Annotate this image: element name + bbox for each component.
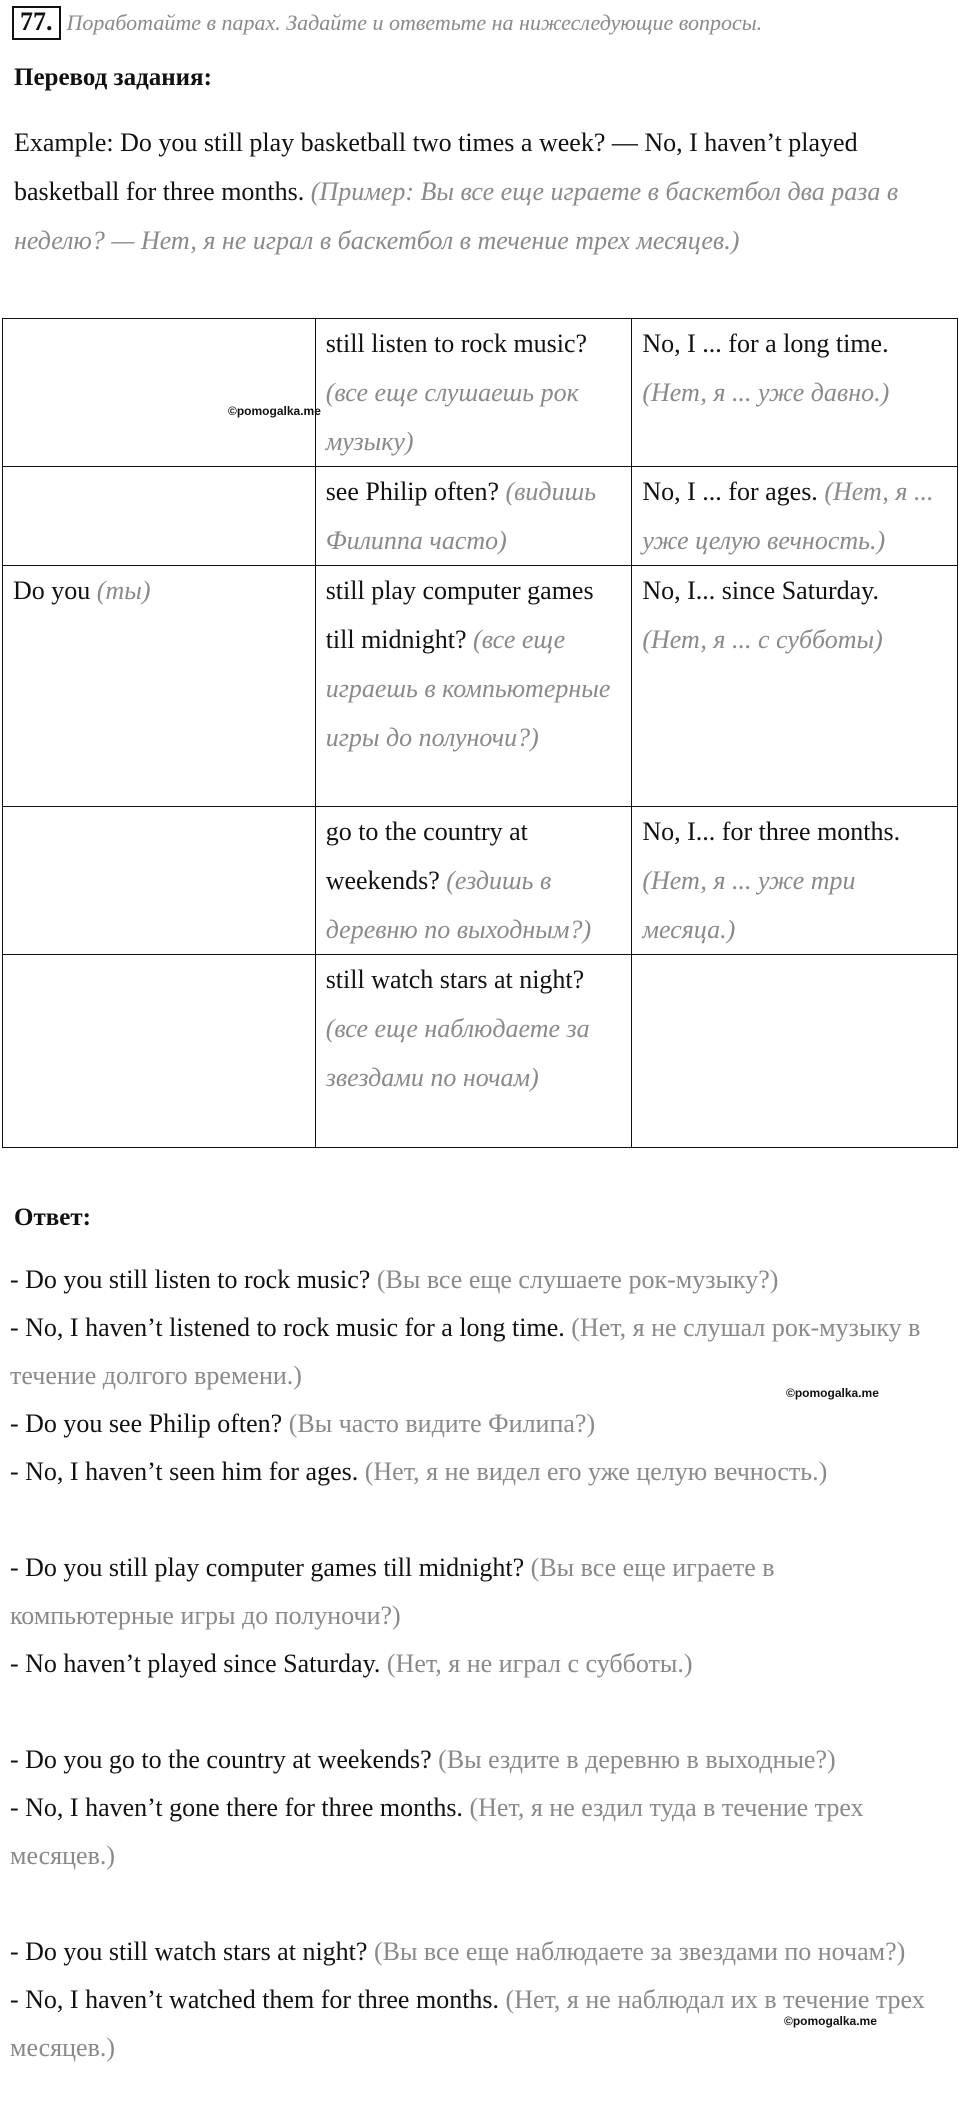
task-number: 77. xyxy=(12,6,61,40)
question-english: - Do you still listen to rock music? xyxy=(10,1265,371,1294)
answer-english: No, I... for three months. xyxy=(642,817,901,846)
subject-cell xyxy=(3,566,316,807)
question-russian: (видишь Филиппа часто) xyxy=(325,477,597,555)
dialogue-question xyxy=(10,1928,940,1976)
question-cell xyxy=(315,807,632,955)
answer-russian: (Нет, я ... уже три месяца.) xyxy=(642,866,856,944)
question-english: - Do you still watch stars at night? xyxy=(10,1937,368,1966)
example-paragraph xyxy=(14,118,944,265)
question-english: - Do you see Philip often? xyxy=(10,1409,283,1438)
watermark: ©pomogalka.me xyxy=(228,404,321,418)
answer-cell xyxy=(632,467,958,566)
answer-english: No, I ... for a long time. xyxy=(642,329,889,358)
subject-cell xyxy=(3,319,316,467)
question-russian: (все еще слушаешь рок музыку) xyxy=(325,378,579,456)
subject-cell xyxy=(3,807,316,955)
question-russian: (ездишь в деревню по выходным?) xyxy=(325,866,592,944)
subject-cell xyxy=(3,467,316,566)
question-cell xyxy=(315,319,632,467)
watermark: ©pomogalka.me xyxy=(784,2014,877,2028)
answer-cell xyxy=(632,319,958,467)
answer-russian: (Нет, я ... уже целую вечность.) xyxy=(642,477,934,555)
question-russian: (Вы ездите в деревню в выходные?) xyxy=(438,1745,836,1774)
answer-english: - No haven’t played since Saturday. xyxy=(10,1649,381,1678)
question-russian: (Вы часто видите Филипа?) xyxy=(288,1409,596,1438)
answer-russian: (Нет, я ... с субботы) xyxy=(642,625,883,654)
answer-russian: (Нет, я не наблюдал их в течение трех месяцев.) xyxy=(10,1985,925,2062)
question-russian: (Вы все еще играете в компьютерные игры до полуночи?) xyxy=(10,1553,775,1630)
answer-english: No, I ... for ages. xyxy=(642,477,818,506)
answer-russian: (Нет, я не играл с субботы.) xyxy=(386,1649,693,1678)
question-english: still play computer games till midnight? xyxy=(325,576,594,654)
example-english: Example: Do you still play basketball two times a week? — No, I haven’t played basketball for three months. xyxy=(14,128,858,206)
answer-russian: (Нет, я не слушал рок-музыку в течение долгого времени.) xyxy=(10,1313,921,1390)
answer-english: - No, I haven’t gone there for three months. xyxy=(10,1793,463,1822)
answer-cell xyxy=(632,807,958,955)
question-english: - Do you still play computer games till midnight? xyxy=(10,1553,525,1582)
task-instruction: Поработайте в парах. Задайте и ответьте на нижеследующие вопросы. xyxy=(66,10,763,35)
dialogue-answer xyxy=(10,1448,940,1496)
question-english: go to the country at weekends? xyxy=(325,817,528,895)
answer-english: - No, I haven’t seen him for ages. xyxy=(10,1457,359,1486)
table-row xyxy=(3,807,958,955)
table-row xyxy=(3,319,958,467)
answer-russian: (Нет, я не видел его уже целую вечность.) xyxy=(364,1457,828,1486)
dialogue-question xyxy=(10,1400,940,1448)
dialogue-answer xyxy=(10,1640,940,1688)
dialogue-question xyxy=(10,1736,940,1784)
translation-heading: Перевод задания: xyxy=(14,64,212,91)
exercise-table xyxy=(2,318,958,1148)
question-russian: (все еще играешь в компьютерные игры до полуночи?) xyxy=(325,625,611,752)
task-header xyxy=(12,6,762,40)
spacer xyxy=(10,1688,940,1736)
subject-russian: (ты) xyxy=(96,576,151,605)
table-row xyxy=(3,566,958,807)
answer-heading: Ответ: xyxy=(14,1204,91,1231)
answer-english: - No, I haven’t listened to rock music for a long time. xyxy=(10,1313,565,1342)
watermark: ©pomogalka.me xyxy=(786,1386,879,1400)
question-russian: (Вы все еще наблюдаете за звездами по ночам?) xyxy=(373,1937,906,1966)
dialogue-question xyxy=(10,1544,940,1640)
question-english: - Do you go to the country at weekends? xyxy=(10,1745,432,1774)
dialogue-answer xyxy=(10,1976,940,2072)
example-russian: (Пример: Вы все еще играете в баскетбол два раза в неделю? — Нет, я не играл в баскетбол в течение трех месяцев.) xyxy=(14,177,899,255)
answer-russian: (Нет, я не ездил туда в течение трех месяцев.) xyxy=(10,1793,864,1870)
question-cell xyxy=(315,955,632,1148)
question-english: see Philip often? xyxy=(325,477,499,506)
question-cell xyxy=(315,566,632,807)
dialogue-question xyxy=(10,1256,940,1304)
question-russian: (Вы все еще слушаете рок-музыку?) xyxy=(376,1265,779,1294)
answers-block xyxy=(10,1256,940,2072)
question-cell xyxy=(315,467,632,566)
answer-english: No, I... since Saturday. xyxy=(642,576,879,605)
question-english: still watch stars at night? xyxy=(325,965,585,994)
subject-cell xyxy=(3,955,316,1148)
table-row xyxy=(3,955,958,1148)
answer-russian: (Нет, я ... уже давно.) xyxy=(642,378,890,407)
question-english: still listen to rock music? xyxy=(325,329,588,358)
dialogue-answer xyxy=(10,1784,940,1880)
answer-cell xyxy=(632,566,958,807)
question-russian: (все еще наблюдаете за звездами по ночам) xyxy=(325,1014,590,1092)
subject-english: Do you xyxy=(13,576,91,605)
table-row xyxy=(3,467,958,566)
answer-english: - No, I haven’t watched them for three months. xyxy=(10,1985,500,2014)
dialogue-answer xyxy=(10,1304,940,1400)
spacer xyxy=(10,1880,940,1928)
answer-cell xyxy=(632,955,958,1148)
spacer xyxy=(10,1496,940,1544)
